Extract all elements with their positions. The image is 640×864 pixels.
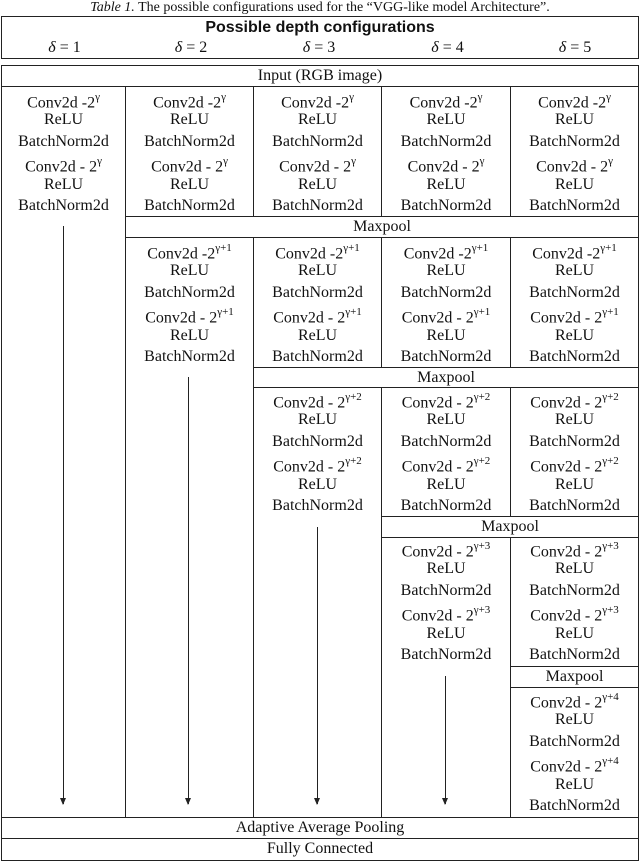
block-1-col-3 bbox=[253, 88, 382, 216]
conv-layer bbox=[510, 88, 639, 112]
conv-text: Conv2d - 2 bbox=[407, 158, 480, 176]
relu-layer: ReLU bbox=[426, 326, 466, 344]
conv-layer bbox=[510, 152, 639, 176]
fully-connected-row: Fully Connected bbox=[1, 838, 639, 861]
conv-exponent: γ bbox=[223, 155, 228, 168]
conv-exponent: γ bbox=[351, 155, 356, 168]
conv-exponent: γ+1 bbox=[215, 242, 232, 254]
conv-text: Conv2d - 2 bbox=[530, 458, 603, 476]
conv-exponent: γ+2 bbox=[345, 391, 362, 403]
conv-exponent: γ bbox=[95, 91, 100, 103]
batchnorm-layer: BatchNorm2d bbox=[400, 645, 492, 663]
conv-layer bbox=[510, 239, 639, 263]
relu-layer: ReLU bbox=[554, 111, 595, 129]
conv-layer bbox=[510, 303, 639, 327]
relu-layer: ReLU bbox=[554, 711, 595, 729]
conv-text: Conv2d -2 bbox=[409, 94, 478, 112]
conv-text: Conv2d - 2 bbox=[401, 543, 474, 561]
delta-symbol: δ bbox=[174, 39, 183, 56]
down-arrow-col-4 bbox=[445, 676, 446, 804]
relu-layer: ReLU bbox=[297, 175, 338, 193]
conv-exponent: γ bbox=[97, 155, 102, 168]
block-2-col-3 bbox=[253, 239, 382, 367]
relu-layer: ReLU bbox=[554, 775, 595, 793]
conv-layer bbox=[125, 239, 254, 263]
conv-layer bbox=[510, 601, 639, 625]
block-4-col-4 bbox=[381, 537, 511, 665]
conv-exponent: γ+2 bbox=[473, 391, 491, 403]
relu-layer: ReLU bbox=[426, 624, 466, 642]
conv-layer bbox=[510, 452, 639, 476]
batchnorm-layer: BatchNorm2d bbox=[272, 132, 363, 150]
conv-text: Conv2d - 2 bbox=[25, 158, 98, 176]
batchnorm-layer: BatchNorm2d bbox=[144, 347, 235, 365]
batchnorm-layer: BatchNorm2d bbox=[144, 196, 235, 214]
conv-exponent: γ+1 bbox=[217, 306, 234, 319]
conv-exponent: γ+1 bbox=[600, 242, 617, 254]
conv-layer bbox=[253, 239, 382, 263]
relu-layer: ReLU bbox=[426, 175, 466, 193]
conv-exponent: γ+2 bbox=[473, 455, 491, 468]
relu-layer: ReLU bbox=[426, 411, 466, 429]
conv-text: Conv2d -2 bbox=[27, 94, 96, 112]
conv-layer bbox=[125, 303, 254, 327]
block-1-col-1 bbox=[1, 88, 126, 216]
batchnorm-layer: BatchNorm2d bbox=[529, 732, 620, 750]
batchnorm-layer: BatchNorm2d bbox=[529, 347, 620, 365]
conv-text: Conv2d - 2 bbox=[401, 607, 474, 625]
caption-text: The possible configurations used for the “VGG-like model Architecture”. bbox=[138, 0, 550, 15]
batchnorm-layer: BatchNorm2d bbox=[18, 132, 109, 150]
batchnorm-layer: BatchNorm2d bbox=[529, 496, 620, 514]
conv-text: Conv2d - 2 bbox=[530, 543, 603, 561]
conv-exponent: γ+3 bbox=[602, 540, 619, 552]
conv-layer bbox=[510, 537, 639, 561]
conv-text: Conv2d -2 bbox=[403, 245, 472, 263]
conv-text: Conv2d - 2 bbox=[273, 394, 346, 412]
block-5-col-5 bbox=[510, 688, 639, 816]
maxpool-row-2: Maxpool bbox=[253, 367, 639, 388]
relu-layer: ReLU bbox=[554, 262, 595, 280]
relu-layer: ReLU bbox=[297, 262, 338, 280]
batchnorm-layer: BatchNorm2d bbox=[18, 196, 109, 214]
conv-layer bbox=[253, 388, 382, 412]
conv-text: Conv2d -2 bbox=[147, 245, 216, 263]
batchnorm-layer: BatchNorm2d bbox=[400, 581, 492, 599]
batchnorm-layer: BatchNorm2d bbox=[272, 347, 363, 365]
conv-text: Conv2d - 2 bbox=[530, 607, 603, 625]
conv-exponent: γ bbox=[477, 91, 483, 103]
batchnorm-layer: BatchNorm2d bbox=[529, 645, 620, 663]
conv-text: Conv2d - 2 bbox=[401, 458, 474, 476]
conv-text: Conv2d -2 bbox=[281, 94, 350, 112]
conv-layer bbox=[381, 601, 511, 625]
delta-symbol: δ bbox=[558, 39, 567, 56]
relu-layer: ReLU bbox=[554, 411, 595, 429]
relu-layer: ReLU bbox=[169, 175, 210, 193]
conv-layer bbox=[253, 152, 382, 176]
block-2-col-2 bbox=[125, 239, 254, 367]
conv-exponent: γ+1 bbox=[343, 242, 360, 254]
conv-text: Conv2d -2 bbox=[532, 245, 601, 263]
conv-layer bbox=[510, 388, 639, 412]
conv-text: Conv2d - 2 bbox=[401, 394, 474, 412]
conv-layer bbox=[510, 752, 639, 776]
conv-exponent: γ+1 bbox=[602, 306, 619, 319]
header-col-value: = 5 bbox=[570, 39, 592, 56]
batchnorm-layer: BatchNorm2d bbox=[400, 496, 492, 514]
conv-layer bbox=[381, 152, 511, 176]
batchnorm-layer: BatchNorm2d bbox=[272, 283, 363, 301]
batchnorm-layer: BatchNorm2d bbox=[529, 432, 620, 450]
conv-text: Conv2d - 2 bbox=[530, 394, 603, 412]
relu-layer: ReLU bbox=[169, 262, 210, 280]
conv-layer bbox=[125, 152, 254, 176]
block-1-col-4 bbox=[381, 88, 511, 216]
batchnorm-layer: BatchNorm2d bbox=[400, 347, 492, 365]
batchnorm-layer: BatchNorm2d bbox=[272, 496, 363, 514]
batchnorm-layer: BatchNorm2d bbox=[400, 196, 492, 214]
relu-layer: ReLU bbox=[426, 262, 466, 280]
conv-exponent: γ+2 bbox=[602, 455, 619, 468]
batchnorm-layer: BatchNorm2d bbox=[529, 796, 620, 814]
header-col-value: = 1 bbox=[59, 39, 81, 56]
conv-text: Conv2d - 2 bbox=[273, 458, 346, 476]
conv-text: Conv2d - 2 bbox=[145, 309, 218, 327]
conv-layer bbox=[1, 152, 126, 176]
conv-text: Conv2d - 2 bbox=[151, 158, 224, 176]
conv-layer bbox=[381, 388, 511, 412]
relu-layer: ReLU bbox=[426, 475, 466, 493]
conv-text: Conv2d - 2 bbox=[401, 309, 474, 327]
batchnorm-layer: BatchNorm2d bbox=[272, 432, 363, 450]
conv-text: Conv2d -2 bbox=[275, 245, 344, 263]
batchnorm-layer: BatchNorm2d bbox=[400, 132, 492, 150]
conv-exponent: γ bbox=[221, 91, 226, 103]
block-2-col-4 bbox=[381, 239, 511, 367]
conv-exponent: γ+1 bbox=[471, 242, 489, 254]
maxpool-row-4: Maxpool bbox=[510, 666, 639, 688]
block-4-col-5 bbox=[510, 537, 639, 665]
conv-text: Conv2d - 2 bbox=[273, 309, 346, 327]
batchnorm-layer: BatchNorm2d bbox=[529, 283, 620, 301]
header-col-value: = 3 bbox=[314, 39, 336, 56]
down-arrow-col-2 bbox=[188, 377, 189, 804]
conv-text: Conv2d -2 bbox=[538, 94, 607, 112]
batchnorm-layer: BatchNorm2d bbox=[272, 196, 363, 214]
relu-layer: ReLU bbox=[43, 175, 84, 193]
batchnorm-layer: BatchNorm2d bbox=[400, 432, 492, 450]
conv-layer bbox=[253, 452, 382, 476]
header-col-value: = 2 bbox=[186, 39, 208, 56]
relu-layer: ReLU bbox=[554, 326, 595, 344]
block-3-col-4 bbox=[381, 388, 511, 516]
relu-layer: ReLU bbox=[426, 560, 466, 578]
conv-exponent: γ bbox=[608, 155, 613, 168]
conv-exponent: γ+2 bbox=[345, 455, 362, 468]
conv-layer bbox=[1, 88, 126, 112]
conv-exponent: γ+2 bbox=[602, 391, 619, 403]
conv-exponent: γ+1 bbox=[345, 306, 362, 319]
batchnorm-layer: BatchNorm2d bbox=[529, 581, 620, 599]
conv-layer bbox=[381, 303, 511, 327]
conv-layer bbox=[510, 688, 639, 712]
relu-layer: ReLU bbox=[297, 475, 338, 493]
conv-exponent: γ+3 bbox=[473, 540, 491, 552]
conv-exponent: γ+3 bbox=[473, 604, 491, 617]
header-col-value: = 4 bbox=[442, 39, 464, 56]
batchnorm-layer: BatchNorm2d bbox=[144, 283, 235, 301]
conv-text: Conv2d -2 bbox=[153, 94, 222, 112]
conv-layer bbox=[381, 537, 511, 561]
block-3-col-5 bbox=[510, 388, 639, 516]
relu-layer: ReLU bbox=[297, 326, 338, 344]
conv-layer bbox=[125, 88, 254, 112]
conv-layer bbox=[381, 452, 511, 476]
block-1-col-2 bbox=[125, 88, 254, 216]
block-3-col-3 bbox=[253, 388, 382, 516]
header-title: Possible depth configurations bbox=[205, 19, 435, 36]
conv-exponent: γ bbox=[479, 155, 485, 168]
adaptive-pooling-row: Adaptive Average Pooling bbox=[1, 817, 639, 839]
block-2-col-5 bbox=[510, 239, 639, 367]
conv-exponent: γ+3 bbox=[602, 604, 619, 617]
conv-layer bbox=[381, 88, 511, 112]
conv-text: Conv2d - 2 bbox=[536, 158, 609, 176]
down-arrow-col-1 bbox=[63, 226, 64, 804]
relu-layer: ReLU bbox=[554, 560, 595, 578]
input-row: Input (RGB image) bbox=[1, 65, 639, 87]
conv-exponent: γ+1 bbox=[473, 306, 491, 319]
relu-layer: ReLU bbox=[169, 111, 210, 129]
relu-layer: ReLU bbox=[297, 111, 338, 129]
relu-layer: ReLU bbox=[554, 475, 595, 493]
relu-layer: ReLU bbox=[554, 624, 595, 642]
conv-text: Conv2d - 2 bbox=[530, 758, 603, 776]
delta-symbol: δ bbox=[48, 39, 56, 56]
batchnorm-layer: BatchNorm2d bbox=[144, 132, 235, 150]
conv-layer bbox=[381, 239, 511, 263]
down-arrow-col-3 bbox=[317, 527, 318, 804]
block-1-col-5 bbox=[510, 88, 639, 216]
maxpool-row-3: Maxpool bbox=[381, 516, 639, 538]
conv-text: Conv2d - 2 bbox=[530, 694, 603, 712]
delta-symbol: δ bbox=[302, 39, 311, 56]
conv-exponent: γ+4 bbox=[602, 691, 619, 703]
conv-text: Conv2d - 2 bbox=[279, 158, 352, 176]
conv-exponent: γ+4 bbox=[602, 755, 619, 768]
batchnorm-layer: BatchNorm2d bbox=[529, 196, 620, 214]
relu-layer: ReLU bbox=[554, 175, 595, 193]
conv-exponent: γ bbox=[606, 91, 611, 103]
relu-layer: ReLU bbox=[169, 326, 210, 344]
batchnorm-layer: BatchNorm2d bbox=[400, 283, 492, 301]
relu-layer: ReLU bbox=[426, 111, 466, 129]
conv-layer bbox=[253, 88, 382, 112]
conv-exponent: γ bbox=[349, 91, 354, 103]
batchnorm-layer: BatchNorm2d bbox=[529, 132, 620, 150]
relu-layer: ReLU bbox=[297, 411, 338, 429]
delta-symbol: δ bbox=[431, 39, 439, 56]
conv-layer bbox=[253, 303, 382, 327]
maxpool-row-1: Maxpool bbox=[125, 216, 639, 238]
conv-text: Conv2d - 2 bbox=[530, 309, 603, 327]
caption-label: Table 1. bbox=[90, 0, 135, 15]
relu-layer: ReLU bbox=[43, 111, 84, 129]
